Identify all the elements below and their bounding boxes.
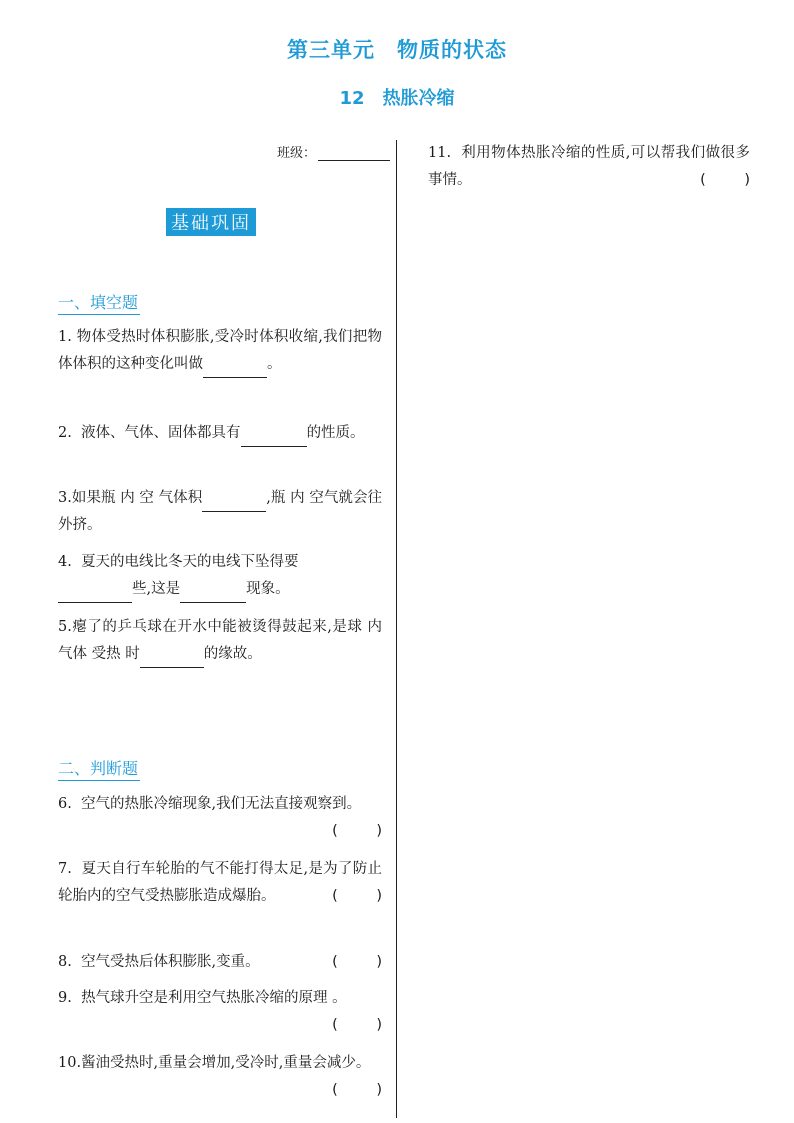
answer-blank[interactable] [58,584,132,603]
question-text: 现象。 [246,581,290,597]
answer-parentheses[interactable]: ( ) [332,888,394,904]
column-divider [396,140,397,1118]
answer-parentheses[interactable]: ( ) [332,1082,394,1098]
question-8 [58,949,394,976]
question-text: 些,这是 [132,581,181,597]
answer-blank[interactable] [140,649,204,668]
question-text: 利用物体热胀冷缩的性质,可以帮我们做很多事情。 [428,145,751,188]
question-text: 酱油受热时,重量会增加,受冷时,重量会减少。 [81,1055,371,1071]
question-number: 10. [58,1055,82,1071]
question-number: 7. [58,861,72,877]
question-text: 空气的热胀冷缩现象,我们无法直接观察到。 [81,796,362,812]
question-11 [428,140,762,194]
question-text: 夏天自行车轮胎的气不能打得太足,是为了防止轮胎内的空气受热膨胀造成爆胎。 [58,861,383,904]
answer-blank[interactable] [202,493,266,512]
question-text: 液体、气体、固体都具有 [81,425,241,441]
section-underline [58,314,140,315]
unit-title: 第三单元 物质的状态 [287,38,507,62]
question-number: 9. [58,990,72,1006]
question-text: 。 [267,356,282,372]
question-number: 3. [58,490,72,506]
question-4 [58,549,382,603]
section-heading-judge [58,756,138,779]
question-2 [58,420,382,447]
question-6 [58,791,394,845]
answer-blank[interactable] [180,584,246,603]
lesson-name: 热胀冷缩 [382,88,455,109]
question-7 [58,856,394,910]
question-text: 热气球升空是利用空气热胀冷缩的原理 。 [81,990,347,1006]
section-heading-fill [58,290,138,313]
lesson-title [0,84,794,110]
question-number: 2. [58,425,72,441]
question-1 [58,324,382,378]
question-number: 11. [428,145,452,161]
question-3 [58,485,382,539]
question-5 [58,614,382,668]
class-label: 班级： [277,146,317,161]
question-9 [58,985,394,1039]
answer-parentheses[interactable]: ( ) [332,1017,394,1033]
answer-parentheses[interactable]: ( ) [332,823,394,839]
answer-blank[interactable] [203,359,267,378]
answer-parentheses[interactable]: ( ) [332,954,394,970]
section-title: 二、判断题 [58,759,139,778]
question-10 [58,1050,394,1104]
section-underline [58,780,140,781]
question-text: 空气受热后体积膨胀,变重。 [81,954,260,970]
question-number: 1. [58,329,72,345]
question-number: 4. [58,554,72,570]
lesson-number: 12 [339,88,365,109]
class-blank[interactable] [318,146,390,161]
question-number: 5. [58,619,72,635]
question-text: 如果瓶 内 空 气体积 [71,490,203,506]
question-text: 物体受热时体积膨胀,受冷时体积收缩,我们把物体体积的这种变化叫做 [58,329,383,372]
class-field [277,142,390,161]
section-title: 一、填空题 [58,293,139,312]
question-text: ,瓶 内 空气就会往外挤。 [58,490,383,533]
question-number: 6. [58,796,72,812]
answer-parentheses[interactable]: ( ) [700,172,762,188]
question-text: 瘪了的乒乓球在开水中能被烫得鼓起来,是球 内 气体 受热 时 [58,619,382,662]
question-text: 夏天的电线比冬天的电线下坠得要 [81,554,299,570]
question-text: 的缘故。 [203,646,262,662]
question-text: 的性质。 [306,425,365,441]
question-number: 8. [58,954,72,970]
answer-blank[interactable] [241,428,307,447]
section-badge: 基础巩固 [166,208,256,236]
